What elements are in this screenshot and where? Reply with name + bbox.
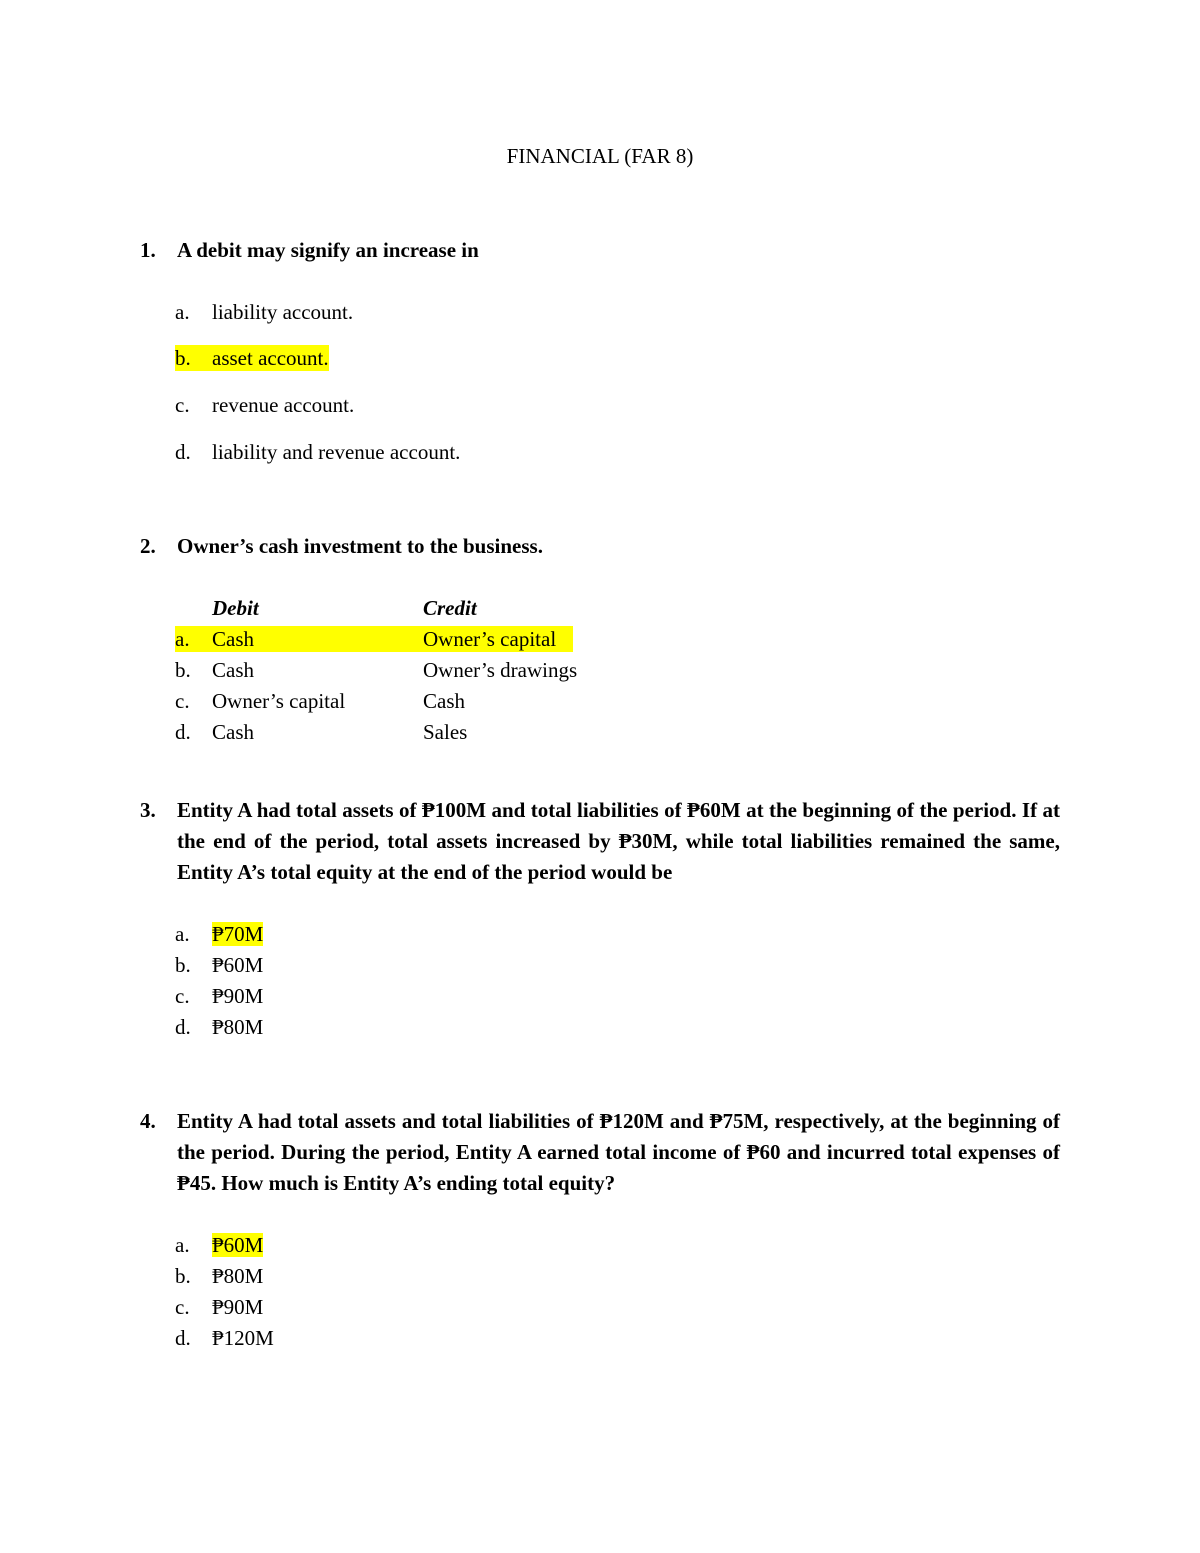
option-letter: d. [175,1015,191,1039]
option-letter: b. [175,953,191,977]
option-3b [175,952,263,978]
option-letter: a. [175,627,190,651]
question-number: 1. [140,238,156,262]
option-text: ₱60M [212,1233,264,1257]
question-2 [140,531,1060,562]
option-3d [175,1014,263,1040]
option-text: revenue account. [212,393,355,417]
option-text: ₱90M [212,1295,264,1319]
option-letter: a. [175,1233,190,1257]
option-1c [175,392,354,418]
option-2c [175,688,600,714]
option-debit: Cash [212,627,254,651]
option-text: ₱80M [212,1015,264,1039]
option-text: liability account. [212,300,354,324]
option-text: ₱120M [212,1326,274,1350]
option-letter: c. [175,984,190,1008]
option-4a-highlighted [175,1232,263,1258]
option-letter: d. [175,720,191,744]
option-letter: d. [175,440,191,464]
option-text: ₱90M [212,984,264,1008]
option-text: ₱60M [212,953,264,977]
option-text: ₱70M [212,922,264,946]
option-4b [175,1263,263,1289]
column-header-credit: Credit [423,596,477,620]
question-number: 2. [140,534,156,558]
option-1d [175,439,460,465]
option-debit: Owner’s capital [212,689,346,713]
option-text: liability and revenue account. [212,440,461,464]
option-2a-highlighted [175,626,600,652]
option-debit: Cash [212,720,254,744]
option-1a [175,299,353,325]
option-1b-highlighted [175,345,329,371]
option-letter: c. [175,689,190,713]
option-credit: Owner’s capital [423,627,557,651]
question-number: 4. [140,1109,156,1133]
question-text: Entity A had total assets of ₱100M and total liabilities of ₱60M at the beginning of the period. If at the end of the period, total assets increased by ₱30M, while total liabilities remained the same, Entity A’s total equity at the end of the period would be [177,798,1060,884]
option-3a-highlighted [175,921,263,947]
question-text: A debit may signify an increase in [177,238,479,262]
option-letter: b. [175,658,191,682]
option-credit: Owner’s drawings [423,658,578,682]
option-letter: a. [175,300,190,324]
option-4c [175,1294,263,1320]
option-2b [175,657,600,683]
option-4d [175,1325,274,1351]
option-2d [175,719,600,745]
option-3c [175,983,263,1009]
question-text: Owner’s cash investment to the business. [177,534,543,558]
option-letter: b. [175,346,191,370]
question-4 [140,1106,1060,1199]
page-title: FINANCIAL (FAR 8) [506,144,694,168]
option-credit: Cash [423,689,465,713]
option-letter: c. [175,1295,190,1319]
question-number: 3. [140,798,156,822]
option-credit: Sales [423,720,468,744]
column-header-debit: Debit [212,596,259,620]
question-3 [140,795,1060,888]
option-letter: a. [175,922,190,946]
question-text: Entity A had total assets and total liabilities of ₱120M and ₱75M, respectively, at the beginning of the period. During the period, Entity A earned total income of ₱60 and incurred total expenses of ₱45. How much is Entity A’s ending total equity? [177,1109,1060,1195]
option-letter: c. [175,393,190,417]
option-letter: b. [175,1264,191,1288]
option-text: ₱80M [212,1264,264,1288]
option-letter: d. [175,1326,191,1350]
option-debit: Cash [212,658,254,682]
option-text: asset account. [212,346,329,370]
question-1 [140,235,1060,266]
